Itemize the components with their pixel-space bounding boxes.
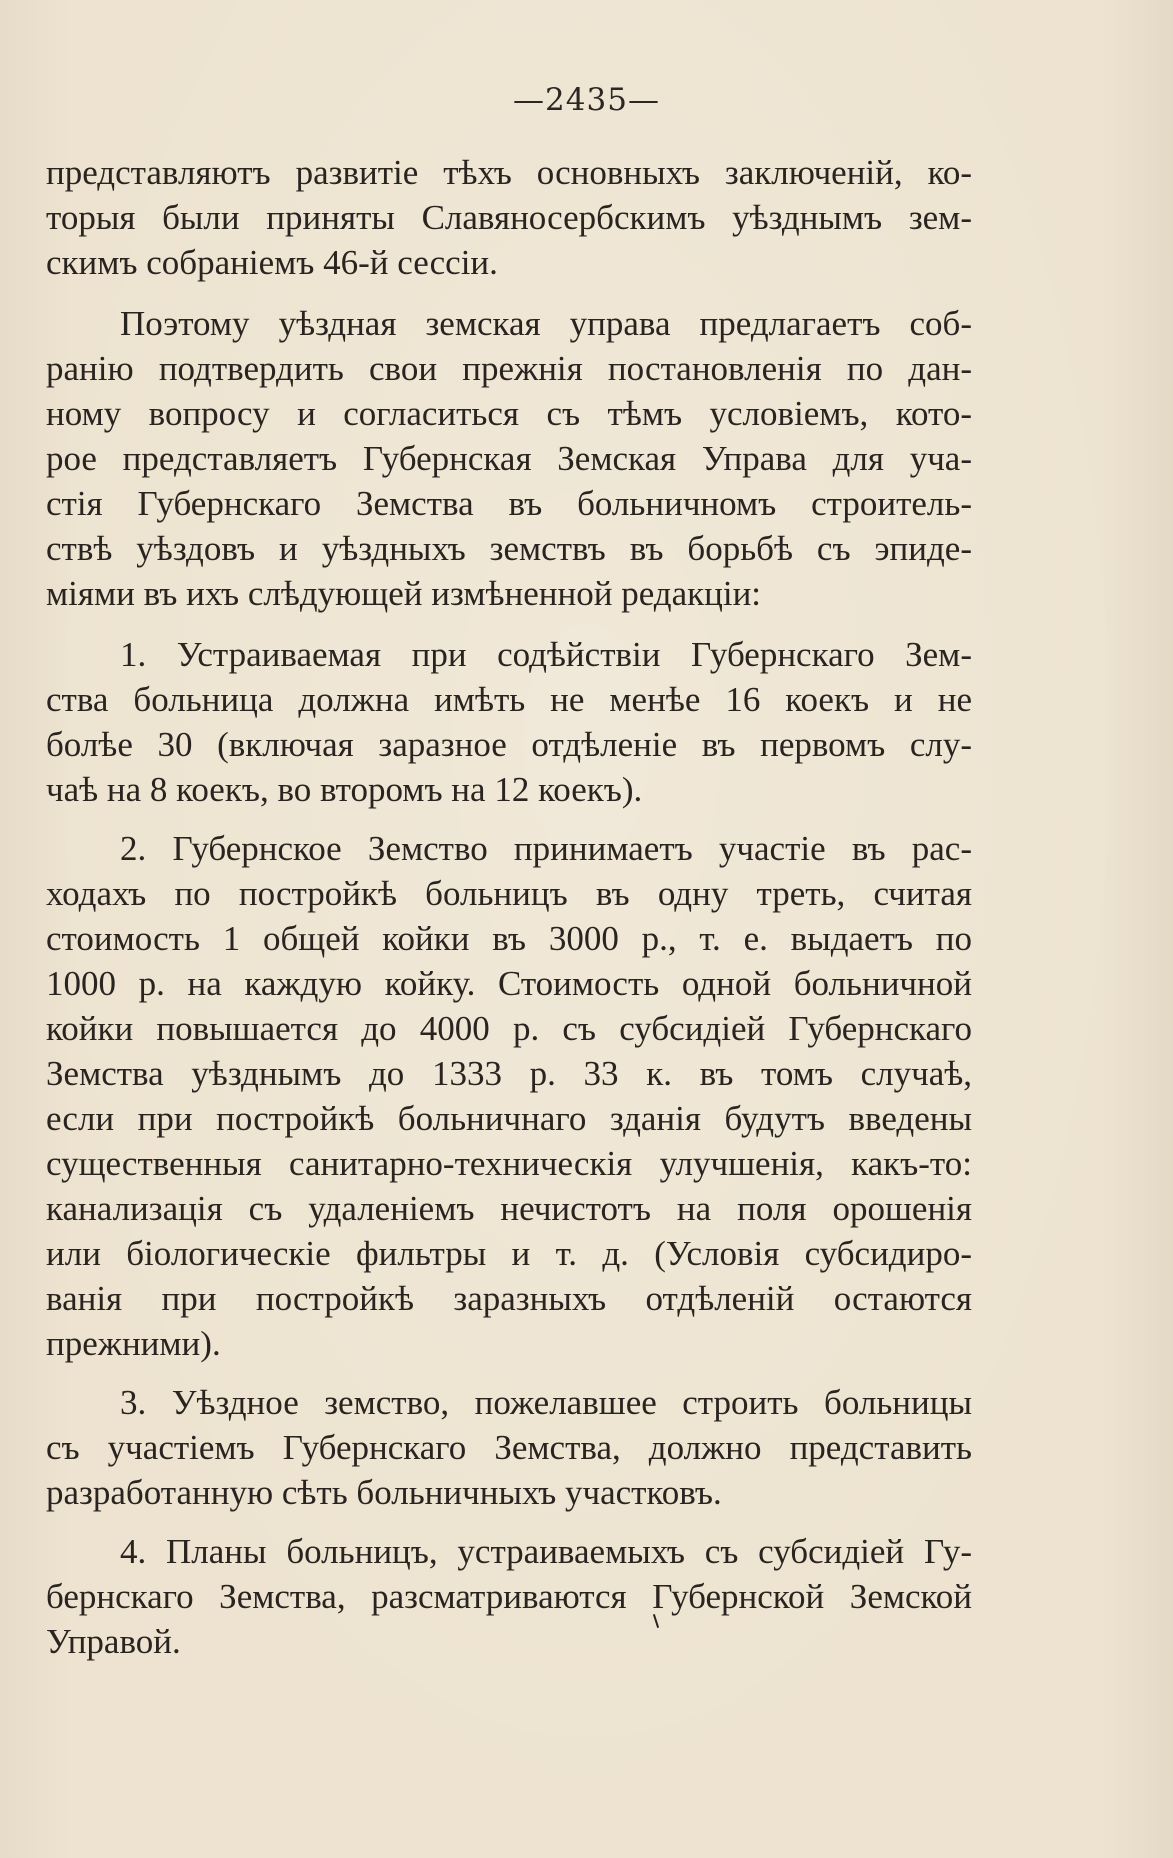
list-item-1 <box>46 632 972 812</box>
text-line: существенныя санитарно-техническія улучшенія, какъ-то: <box>46 1144 972 1183</box>
page-number: —2435— <box>513 82 660 118</box>
text-line: бернскаго Земства, разсматриваются Губернской Земской <box>46 1577 972 1616</box>
text-line: чаѣ на 8 коекъ, во второмъ на 12 коекъ). <box>46 770 643 809</box>
text-line: стія Губернскаго Земства въ больничномъ строитель- <box>46 484 972 523</box>
text-line: міями въ ихъ слѣдующей измѣненной редакціи: <box>46 574 762 613</box>
text-line: представляютъ развитіе тѣхъ основныхъ заключеній, ко- <box>46 153 972 192</box>
text-line: Поэтому уѣздная земская управа предлагаетъ соб- <box>120 304 972 343</box>
text-line: или біологическіе фильтры и т. д. (Условія субсидиро- <box>46 1234 972 1273</box>
text-line: 1000 р. на каждую койку. Стоимость одной больничной <box>46 964 972 1003</box>
text-line: Земства уѣзднымъ до 1333 р. 33 к. въ томъ случаѣ, <box>46 1054 972 1093</box>
text-line: ствѣ уѣздовъ и уѣздныхъ земствъ въ борьбѣ съ эпиде- <box>46 529 972 568</box>
text-line: рое представляетъ Губернская Земская Управа для уча- <box>46 439 972 478</box>
text-line: койки повышается до 4000 р. съ субсидіей Губернскаго <box>46 1009 972 1048</box>
list-item-4 <box>46 1529 972 1664</box>
text-line: разработанную сѣть больничныхъ участковъ. <box>46 1473 722 1512</box>
text-line: ному вопросу и согласиться съ тѣмъ условіемъ, кото- <box>46 394 972 433</box>
text-line: если при постройкѣ больничнаго зданія будутъ введены <box>46 1099 972 1138</box>
list-item-2 <box>46 826 972 1366</box>
text-line: ванія при постройкѣ заразныхъ отдѣленій остаются <box>46 1279 972 1318</box>
paragraph-1 <box>46 150 972 285</box>
text-line: торыя были приняты Славяносербскимъ уѣзднымъ зем- <box>46 198 972 237</box>
body-text <box>46 150 972 1664</box>
text-line: ства больница должна имѣть не менѣе 16 коекъ и не <box>46 680 972 719</box>
text-line: Управой. <box>46 1622 181 1661</box>
text-line: скимъ собраніемъ 46-й сессіи. <box>46 243 498 282</box>
text-line: 1. Устраиваемая при содѣйствіи Губернскаго Зем- <box>120 635 972 674</box>
text-line: 3. Уѣздное земство, пожелавшее строить больницы <box>120 1383 972 1422</box>
text-line: прежними). <box>46 1324 221 1363</box>
list-item-3 <box>46 1380 972 1515</box>
text-line: ходахъ по постройкѣ больницъ въ одну треть, считая <box>46 874 972 913</box>
text-line: съ участіемъ Губернскаго Земства, должно представить <box>46 1428 972 1467</box>
text-line: канализація съ удаленіемъ нечистотъ на поля орошенія <box>46 1189 972 1228</box>
text-line: 4. Планы больницъ, устраиваемыхъ съ субсидіей Гу- <box>120 1532 972 1571</box>
paragraph-2 <box>46 301 972 616</box>
text-line: болѣе 30 (включая заразное отдѣленіе въ первомъ слу- <box>46 725 972 764</box>
text-line: ранію подтвердить свои прежнія постановленія по дан- <box>46 349 972 388</box>
text-line: стоимость 1 общей койки въ 3000 р., т. е. выдаетъ по <box>46 919 972 958</box>
text-line: 2. Губернское Земство принимаетъ участіе въ рас- <box>120 829 972 868</box>
